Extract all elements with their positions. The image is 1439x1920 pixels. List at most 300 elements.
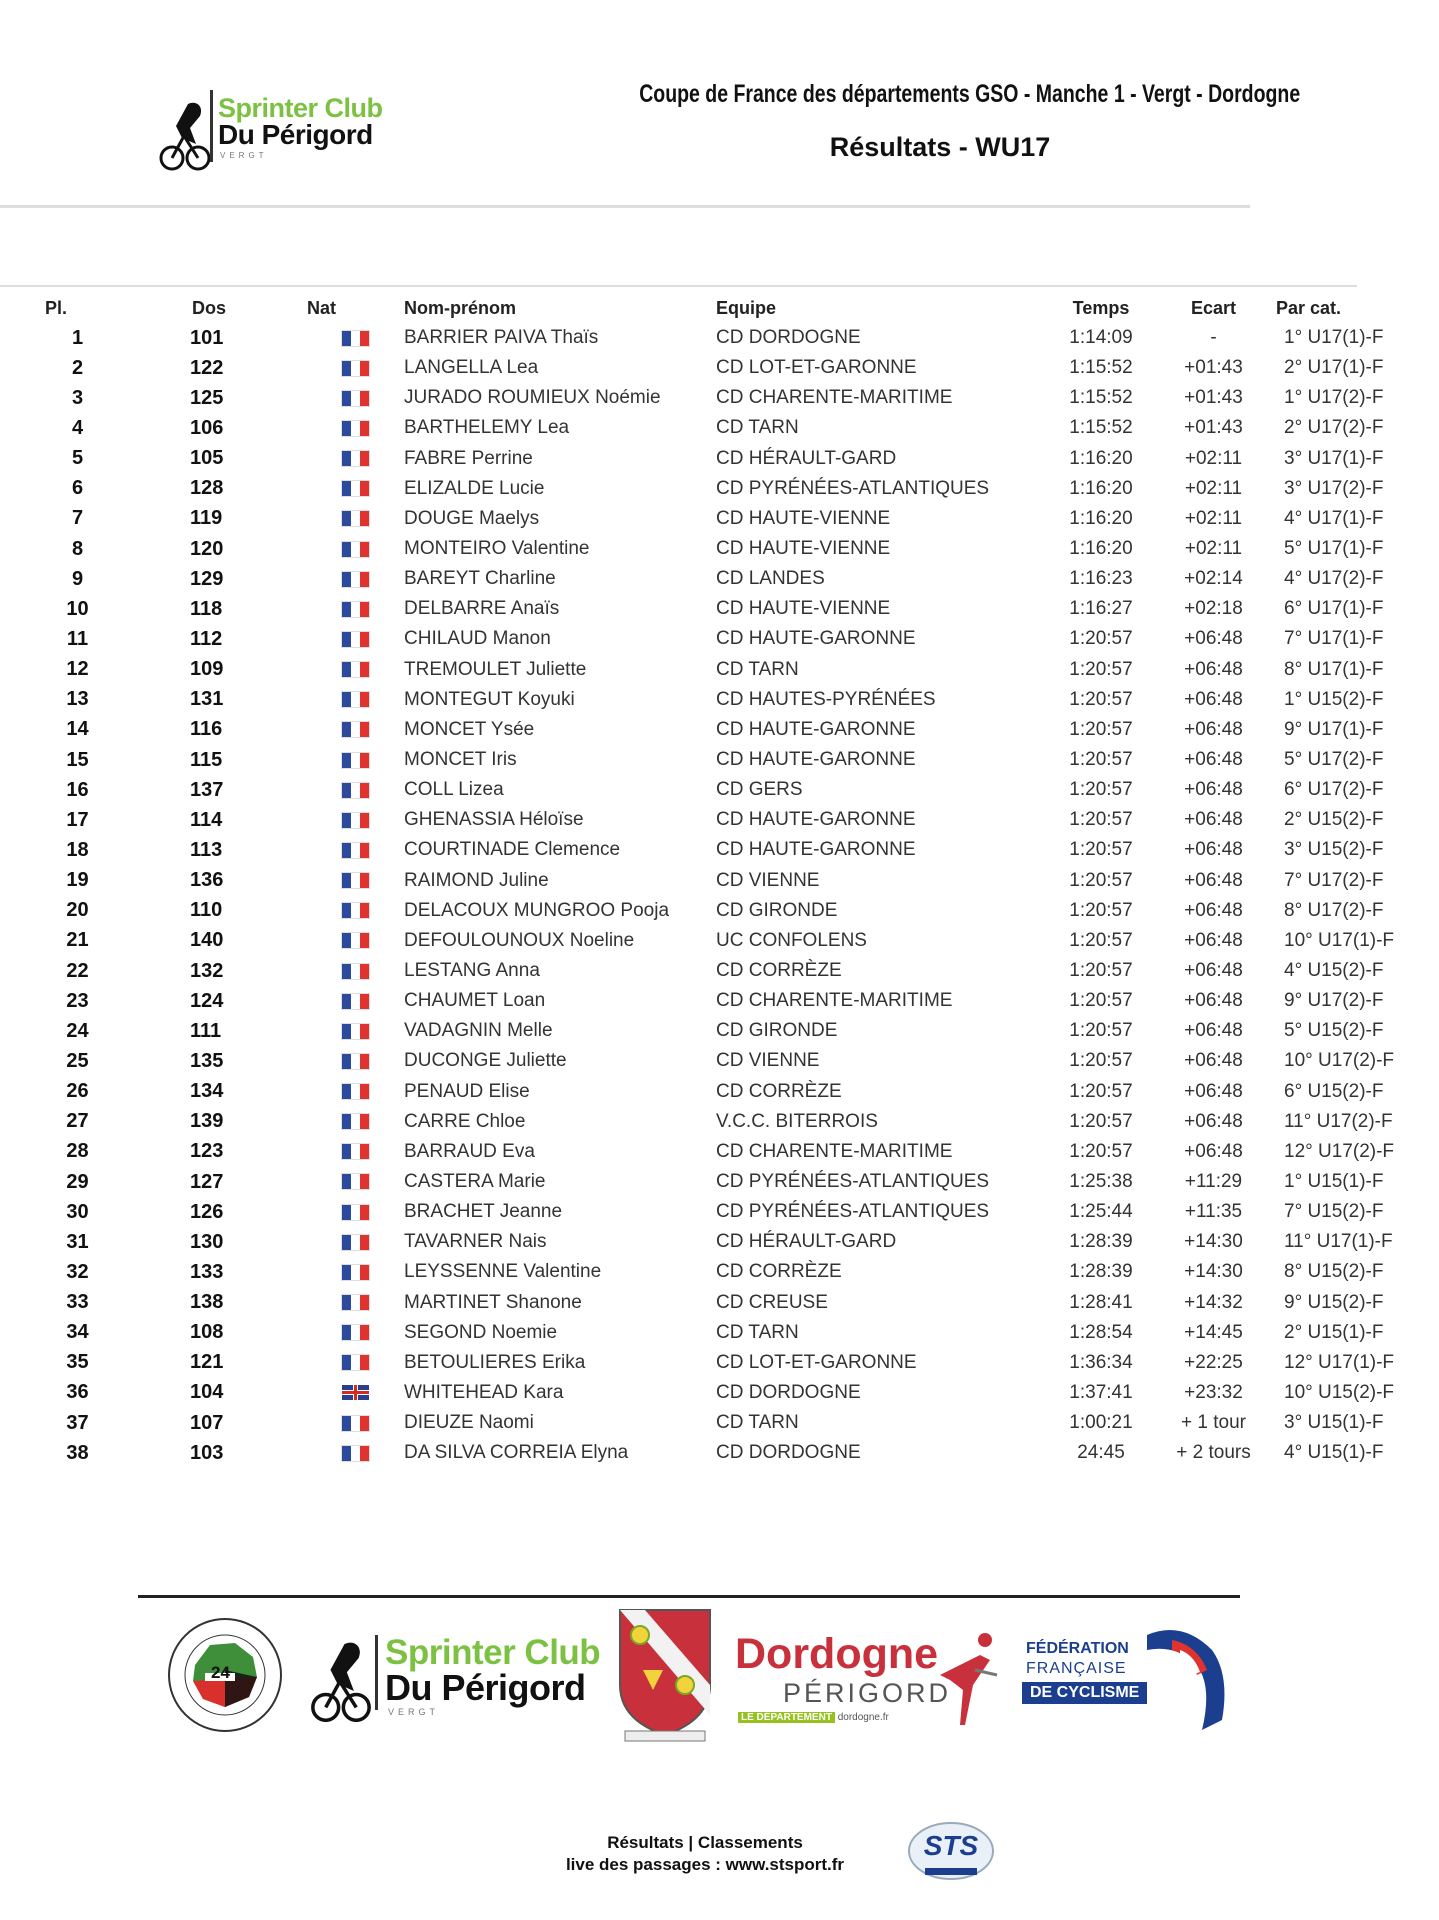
- place-cell: 20: [66, 899, 89, 922]
- table-row: [0, 1408, 1439, 1438]
- place-cell: 11: [66, 627, 89, 650]
- time-cell: 1:20:57: [1069, 869, 1133, 891]
- team-cell: CD HÉRAULT-GARD: [716, 1231, 897, 1253]
- france-flag-icon: [342, 1235, 369, 1250]
- bib-cell: 132: [190, 959, 224, 982]
- gap-cell: +06:48: [1184, 718, 1243, 740]
- category-cell: 3° U17(2)-F: [1284, 477, 1384, 499]
- place-cell: 16: [66, 778, 89, 801]
- place-cell: 35: [66, 1351, 89, 1374]
- nat-cell: [307, 715, 404, 745]
- place-cell: 7: [71, 507, 84, 530]
- gap-cell: +06:48: [1184, 1020, 1243, 1042]
- category-cell: 2° U17(1)-F: [1284, 357, 1384, 379]
- rider-name-cell: BRACHET Jeanne: [404, 1201, 563, 1223]
- gap-cell: +14:30: [1184, 1261, 1243, 1283]
- col-header-category: Par cat.: [1276, 297, 1342, 318]
- category-cell: 5° U17(2)-F: [1284, 749, 1384, 771]
- rider-name-cell: LEYSSENNE Valentine: [404, 1261, 602, 1283]
- place-cell: 25: [66, 1049, 89, 1072]
- france-flag-icon: [342, 361, 369, 376]
- club-logo: [160, 88, 383, 174]
- category-cell: 10° U17(1)-F: [1284, 929, 1395, 951]
- bib-cell: 129: [190, 567, 224, 590]
- event-title: Coupe de France des départements GSO - Manche 1 - Vergt - Dordogne: [639, 80, 1301, 108]
- time-cell: 1:16:23: [1069, 568, 1133, 590]
- club-name-line2: Du Périgord: [385, 1667, 586, 1708]
- table-row: [0, 624, 1439, 654]
- dordogne-perigord-logo: [735, 1630, 1000, 1730]
- club-city: VERGT: [388, 1707, 440, 1717]
- table-row: [0, 444, 1439, 474]
- cyclist-icon: [310, 1637, 372, 1725]
- category-cell: 4° U17(2)-F: [1284, 568, 1384, 590]
- table-row: [0, 1318, 1439, 1348]
- nat-cell: [307, 1408, 404, 1438]
- place-cell: 36: [66, 1381, 89, 1404]
- gap-cell: +02:11: [1184, 477, 1243, 499]
- bib-cell: 115: [190, 748, 223, 771]
- gap-cell: +06:48: [1184, 749, 1243, 771]
- bib-cell: 138: [190, 1291, 224, 1314]
- team-cell: CD CORRÈZE: [716, 1080, 842, 1102]
- category-cell: 7° U15(2)-F: [1284, 1201, 1384, 1223]
- table-top-divider: [0, 285, 1357, 287]
- team-cell: CD HAUTE-GARONNE: [716, 718, 916, 740]
- rider-name-cell: MONTEGUT Koyuki: [404, 688, 575, 710]
- bib-cell: 128: [190, 477, 224, 500]
- gap-cell: +06:48: [1184, 658, 1243, 680]
- place-cell: 12: [66, 658, 89, 681]
- bib-cell: 124: [190, 989, 224, 1012]
- time-cell: 1:28:39: [1069, 1231, 1133, 1253]
- nat-cell: [307, 534, 404, 564]
- team-cell: CD HAUTES-PYRÉNÉES: [716, 688, 936, 710]
- rider-name-cell: MONTEIRO Valentine: [404, 538, 590, 560]
- bib-cell: 111: [190, 1019, 222, 1042]
- france-flag-icon: [342, 632, 369, 647]
- nat-cell: [307, 1227, 404, 1257]
- rider-name-cell: PENAUD Elise: [404, 1080, 530, 1102]
- dordogne-subtitle: PÉRIGORD: [783, 1678, 952, 1708]
- place-cell: 26: [66, 1080, 89, 1103]
- category-cell: 3° U17(1)-F: [1284, 447, 1384, 469]
- place-cell: 5: [71, 447, 84, 470]
- col-header-team: Equipe: [716, 297, 777, 318]
- rider-name-cell: DELBARRE Anaïs: [404, 598, 560, 620]
- time-cell: 1:20:57: [1069, 658, 1133, 680]
- rider-name-cell: COURTINADE Clemence: [404, 839, 621, 861]
- table-row: [0, 1197, 1439, 1227]
- table-row: [0, 1046, 1439, 1076]
- comite-logo: [165, 1615, 285, 1735]
- bib-cell: 127: [190, 1170, 224, 1193]
- rider-name-cell: DIEUZE Naomi: [404, 1412, 534, 1434]
- nat-cell: [307, 1077, 404, 1107]
- category-cell: 2° U15(2)-F: [1284, 809, 1384, 831]
- gap-cell: +01:43: [1184, 417, 1243, 439]
- club-name-line1: Sprinter Club: [385, 1633, 601, 1672]
- nat-cell: [307, 835, 404, 865]
- bib-cell: 121: [190, 1351, 224, 1374]
- gap-cell: +02:11: [1184, 538, 1243, 560]
- bib-cell: 110: [190, 899, 223, 922]
- team-cell: CD CORRÈZE: [716, 960, 842, 982]
- col-header-bib: Dos: [192, 297, 227, 318]
- time-cell: 24:45: [1077, 1442, 1125, 1464]
- france-flag-icon: [342, 933, 369, 948]
- time-cell: 1:20:57: [1069, 960, 1133, 982]
- logo-divider: [210, 90, 213, 162]
- bib-cell: 136: [190, 869, 224, 892]
- dordogne-tag: LE DÉPARTEMENT: [738, 1712, 835, 1723]
- bib-cell: 119: [190, 507, 223, 530]
- table-row: [0, 564, 1439, 594]
- nat-cell: [307, 444, 404, 474]
- category-cell: 7° U17(1)-F: [1284, 628, 1384, 650]
- table-row: [0, 474, 1439, 504]
- bib-cell: 112: [190, 627, 223, 650]
- place-cell: 14: [66, 718, 89, 741]
- bib-cell: 137: [190, 778, 224, 801]
- category-cell: 11° U17(1)-F: [1284, 1231, 1393, 1253]
- bib-cell: 109: [190, 658, 224, 681]
- nat-cell: [307, 745, 404, 775]
- category-cell: 2° U15(1)-F: [1284, 1321, 1384, 1343]
- vergt-coat-of-arms: [615, 1605, 715, 1745]
- nat-cell: [307, 956, 404, 986]
- flag-cross-horizontal: [342, 1391, 369, 1394]
- france-flag-icon: [342, 1416, 369, 1431]
- category-cell: 4° U15(1)-F: [1284, 1442, 1384, 1464]
- col-header-name: Nom-prénom: [404, 297, 516, 318]
- nat-cell: [307, 504, 404, 534]
- france-flag-icon: [342, 572, 369, 587]
- place-cell: 2: [71, 356, 84, 379]
- category-cell: 1° U15(1)-F: [1284, 1171, 1384, 1192]
- place-cell: 4: [71, 416, 84, 439]
- france-flag-icon: [342, 1295, 369, 1310]
- table-row: [0, 353, 1439, 383]
- france-flag-icon: [342, 753, 369, 768]
- place-cell: 24: [66, 1019, 89, 1042]
- nat-cell: [307, 1137, 404, 1167]
- uk-flag-icon: [342, 1385, 369, 1400]
- rider-name-cell: DEFOULOUNOUX Noeline: [404, 929, 635, 951]
- team-cell: CD GIRONDE: [716, 899, 838, 921]
- place-cell: 19: [66, 869, 89, 892]
- team-cell: CD HAUTE-GARONNE: [716, 809, 916, 831]
- gap-cell: +06:48: [1184, 899, 1243, 921]
- gap-cell: +23:32: [1184, 1381, 1243, 1403]
- ffc-logo: [1022, 1620, 1237, 1735]
- time-cell: 1:15:52: [1069, 357, 1133, 379]
- table-row: [0, 1016, 1439, 1046]
- team-cell: UC CONFOLENS: [716, 929, 867, 951]
- gap-cell: +06:48: [1184, 1110, 1243, 1132]
- france-flag-icon: [342, 1446, 369, 1461]
- team-cell: CD GIRONDE: [716, 1020, 838, 1042]
- table-row: [0, 1348, 1439, 1378]
- team-cell: CD CHARENTE-MARITIME: [716, 1140, 953, 1162]
- logo-divider: [375, 1635, 378, 1710]
- nat-cell: [307, 594, 404, 624]
- gap-cell: -: [1210, 327, 1217, 349]
- nat-cell: [307, 1107, 404, 1137]
- category-cell: 1° U17(1)-F: [1284, 327, 1384, 349]
- team-cell: CD LOT-ET-GARONNE: [716, 357, 917, 379]
- team-cell: CD CHARENTE-MARITIME: [716, 387, 953, 409]
- nat-cell: [307, 474, 404, 504]
- bib-cell: 107: [190, 1411, 224, 1434]
- team-cell: CD DORDOGNE: [716, 1381, 861, 1403]
- nat-cell: [307, 655, 404, 685]
- category-cell: 9° U17(1)-F: [1284, 718, 1384, 740]
- rider-name-cell: MONCET Ysée: [404, 718, 535, 740]
- table-row: [0, 504, 1439, 534]
- category-cell: 2° U17(2)-F: [1284, 417, 1384, 439]
- category-cell: 3° U15(2)-F: [1284, 839, 1384, 861]
- team-cell: CD CHARENTE-MARITIME: [716, 990, 953, 1012]
- rider-name-cell: DA SILVA CORREIA Elyna: [404, 1442, 629, 1464]
- nat-cell: [307, 775, 404, 805]
- bib-cell: 139: [190, 1110, 224, 1133]
- france-flag-icon: [342, 451, 369, 466]
- gap-cell: +06:48: [1184, 688, 1243, 710]
- rider-name-cell: SEGOND Noemie: [404, 1321, 558, 1343]
- club-city: VERGT: [220, 151, 268, 160]
- time-cell: 1:20:57: [1069, 1020, 1133, 1042]
- table-row: [0, 1077, 1439, 1107]
- bib-cell: 125: [190, 386, 224, 409]
- time-cell: 1:25:38: [1069, 1171, 1133, 1192]
- team-cell: CD LOT-ET-GARONNE: [716, 1351, 917, 1373]
- rider-name-cell: BARTHELEMY Lea: [404, 417, 570, 439]
- time-cell: 1:20:57: [1069, 779, 1133, 801]
- bib-cell: 131: [190, 688, 224, 711]
- time-cell: 1:15:52: [1069, 387, 1133, 409]
- france-flag-icon: [342, 1205, 369, 1220]
- rider-name-cell: BARRIER PAIVA Thaïs: [404, 327, 599, 349]
- col-header-place: Pl.: [45, 297, 68, 318]
- nat-cell: [307, 866, 404, 896]
- france-flag-icon: [342, 602, 369, 617]
- france-flag-icon: [342, 783, 369, 798]
- nat-cell: [307, 1348, 404, 1378]
- place-cell: 33: [66, 1291, 89, 1314]
- team-cell: CD HAUTE-VIENNE: [716, 538, 891, 560]
- place-cell: 9: [71, 567, 84, 590]
- team-cell: CD GERS: [716, 779, 803, 801]
- rider-name-cell: WHITEHEAD Kara: [404, 1381, 564, 1403]
- team-cell: V.C.C. BITERROIS: [716, 1110, 878, 1132]
- category-cell: 5° U17(1)-F: [1284, 538, 1384, 560]
- team-cell: CD DORDOGNE: [716, 1442, 861, 1464]
- category-cell: 4° U15(2)-F: [1284, 960, 1384, 982]
- place-cell: 27: [66, 1110, 89, 1133]
- time-cell: 1:16:20: [1069, 507, 1133, 529]
- table-row: [0, 986, 1439, 1016]
- france-flag-icon: [342, 964, 369, 979]
- team-cell: CD VIENNE: [716, 869, 820, 891]
- france-flag-icon: [342, 903, 369, 918]
- gap-cell: + 2 tours: [1176, 1442, 1251, 1464]
- bib-cell: 116: [190, 718, 223, 741]
- gap-cell: +06:48: [1184, 869, 1243, 891]
- category-cell: 10° U17(2)-F: [1284, 1050, 1395, 1072]
- gap-cell: +06:48: [1184, 839, 1243, 861]
- bib-cell: 140: [190, 929, 224, 952]
- table-row: [0, 896, 1439, 926]
- time-cell: 1:28:41: [1069, 1291, 1133, 1313]
- team-cell: CD PYRÉNÉES-ATLANTIQUES: [716, 1201, 990, 1223]
- team-cell: CD CREUSE: [716, 1291, 828, 1313]
- place-cell: 29: [66, 1170, 89, 1193]
- rider-name-cell: DELACOUX MUNGROO Pooja: [404, 899, 670, 921]
- bib-cell: 106: [190, 416, 224, 439]
- col-header-nat: Nat: [307, 297, 337, 318]
- rider-name-cell: LANGELLA Lea: [404, 357, 539, 379]
- rider-name-cell: LESTANG Anna: [404, 960, 540, 982]
- footer-results-line: Résultats | Classements: [607, 1833, 803, 1852]
- time-cell: 1:28:54: [1069, 1321, 1133, 1343]
- bib-cell: 114: [190, 808, 223, 831]
- cyclist-icon: [160, 98, 210, 173]
- gap-cell: +06:48: [1184, 1080, 1243, 1102]
- ffc-swoosh-icon: [1142, 1620, 1237, 1735]
- dordogne-tagline: [738, 1712, 889, 1723]
- results-table: [0, 293, 1439, 1468]
- place-cell: 37: [66, 1411, 89, 1434]
- bib-cell: 118: [190, 597, 223, 620]
- time-cell: 1:20:57: [1069, 839, 1133, 861]
- france-flag-icon: [342, 481, 369, 496]
- table-row: [0, 413, 1439, 443]
- team-cell: CD VIENNE: [716, 1050, 820, 1072]
- nat-cell: [307, 624, 404, 654]
- place-cell: 8: [71, 537, 84, 560]
- place-cell: 28: [66, 1140, 89, 1163]
- bib-cell: 122: [190, 356, 224, 379]
- ffc-line1: FÉDÉRATION: [1026, 1640, 1129, 1657]
- bib-cell: 105: [190, 447, 224, 470]
- table-row: [0, 715, 1439, 745]
- france-flag-icon: [342, 843, 369, 858]
- rider-name-cell: CHILAUD Manon: [404, 628, 551, 650]
- time-cell: 1:16:27: [1069, 598, 1133, 620]
- bib-cell: 135: [190, 1049, 224, 1072]
- table-row: [0, 835, 1439, 865]
- rider-name-cell: BAREYT Charline: [404, 568, 556, 590]
- time-cell: 1:00:21: [1069, 1412, 1133, 1434]
- rider-name-cell: CARRE Chloe: [404, 1110, 526, 1132]
- time-cell: 1:16:20: [1069, 477, 1133, 499]
- rider-name-cell: RAIMOND Juline: [404, 869, 549, 891]
- category-cell: 3° U15(1)-F: [1284, 1412, 1384, 1434]
- place-cell: 30: [66, 1200, 89, 1223]
- gap-cell: +14:30: [1184, 1231, 1243, 1253]
- bib-cell: 108: [190, 1321, 224, 1344]
- france-flag-icon: [342, 1054, 369, 1069]
- time-cell: 1:20:57: [1069, 1110, 1133, 1132]
- gap-cell: +02:18: [1184, 598, 1243, 620]
- table-row: [0, 534, 1439, 564]
- club-logo-footer: [310, 1625, 601, 1725]
- time-cell: 1:16:20: [1069, 538, 1133, 560]
- gap-cell: +06:48: [1184, 1140, 1243, 1162]
- place-cell: 23: [66, 989, 89, 1012]
- time-cell: 1:20:57: [1069, 1140, 1133, 1162]
- team-cell: CD TARN: [716, 417, 799, 439]
- team-cell: CD TARN: [716, 1412, 799, 1434]
- time-cell: 1:20:57: [1069, 1080, 1133, 1102]
- table-row: [0, 866, 1439, 896]
- sts-label: STS: [923, 1830, 979, 1861]
- france-flag-icon: [342, 692, 369, 707]
- france-flag-icon: [342, 511, 369, 526]
- time-cell: 1:20:57: [1069, 809, 1133, 831]
- category-cell: 1° U17(2)-F: [1284, 387, 1384, 409]
- bib-cell: 113: [190, 838, 223, 861]
- bib-cell: 103: [190, 1441, 224, 1464]
- time-cell: 1:20:57: [1069, 628, 1133, 650]
- team-cell: CD CORRÈZE: [716, 1261, 842, 1283]
- place-cell: 1: [71, 326, 84, 349]
- team-cell: CD HAUTE-GARONNE: [716, 749, 916, 771]
- place-cell: 3: [71, 386, 84, 409]
- team-cell: CD DORDOGNE: [716, 327, 861, 349]
- table-header-row: [0, 293, 1439, 323]
- dancer-icon: [935, 1630, 1000, 1730]
- team-cell: CD LANDES: [716, 568, 825, 590]
- bib-cell: 104: [190, 1381, 224, 1404]
- bib-cell: 120: [190, 537, 224, 560]
- category-cell: 8° U15(2)-F: [1284, 1261, 1384, 1283]
- category-cell: 12° U17(1)-F: [1284, 1351, 1395, 1373]
- table-row: [0, 1438, 1439, 1468]
- footer-website-line[interactable]: live des passages : www.stsport.fr: [565, 1855, 845, 1874]
- place-cell: 31: [66, 1230, 89, 1253]
- team-cell: CD PYRÉNÉES-ATLANTIQUES: [716, 477, 990, 499]
- bib-cell: 130: [190, 1230, 224, 1253]
- france-flag-icon: [342, 1325, 369, 1340]
- club-name-line2: Du Périgord: [218, 119, 373, 150]
- place-cell: 21: [66, 929, 89, 952]
- header-divider: [0, 205, 1250, 208]
- nat-cell: [307, 926, 404, 956]
- dordogne-title: Dordogne: [735, 1630, 939, 1678]
- gap-cell: +01:43: [1184, 357, 1243, 379]
- table-row: [0, 956, 1439, 986]
- nat-cell: [307, 986, 404, 1016]
- category-cell: 8° U17(2)-F: [1284, 899, 1384, 921]
- table-row: [0, 1288, 1439, 1318]
- rider-name-cell: BARRAUD Eva: [404, 1140, 535, 1162]
- time-cell: 1:37:41: [1069, 1381, 1133, 1403]
- team-cell: CD HAUTE-GARONNE: [716, 839, 916, 861]
- footer-links: [540, 1832, 870, 1876]
- time-cell: 1:25:44: [1069, 1201, 1133, 1223]
- table-row: [0, 1167, 1439, 1197]
- rider-name-cell: COLL Lizea: [404, 779, 504, 801]
- france-flag-icon: [342, 421, 369, 436]
- rider-name-cell: DUCONGE Juliette: [404, 1050, 567, 1072]
- time-cell: 1:20:57: [1069, 929, 1133, 951]
- france-flag-icon: [342, 722, 369, 737]
- france-flag-icon: [342, 391, 369, 406]
- france-flag-icon: [342, 1174, 369, 1189]
- rider-name-cell: BETOULIERES Erika: [404, 1351, 586, 1373]
